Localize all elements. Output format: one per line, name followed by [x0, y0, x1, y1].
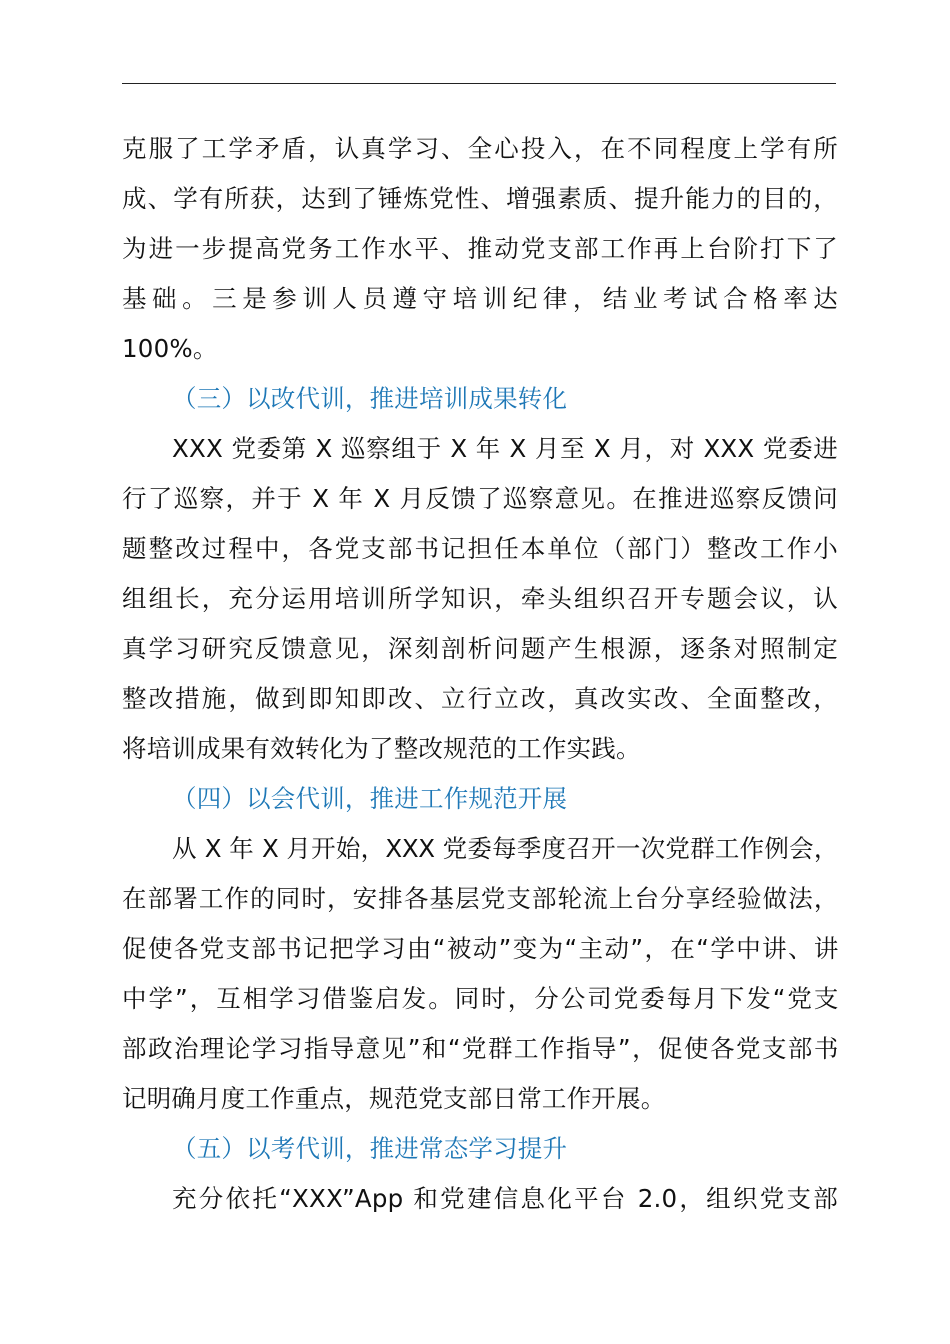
paragraph-line: 在部署工作的同时，安排各基层党支部轮流上台分享经验做法，: [122, 884, 838, 913]
paragraph-line: 组组长，充分运用培训所学知识，牵头组织召开专题会议，认: [122, 584, 838, 613]
paragraph-line: 真学习研究反馈意见，深刻剖析问题产生根源，逐条对照制定: [122, 634, 838, 663]
paragraph-line: 记明确月度工作重点，规范党支部日常工作开展。: [122, 1084, 666, 1113]
paragraph-line: 部政治理论学习指导意见”和“党群工作指导”，促使各党支部书: [122, 1034, 838, 1063]
paragraph-line: 将培训成果有效转化为了整改规范的工作实践。: [122, 734, 641, 763]
paragraph-line: 中学”，互相学习借鉴启发。同时，分公司党委每月下发“党支: [122, 984, 838, 1013]
section-heading-5: （五）以考代训，推进常态学习提升: [172, 1134, 568, 1163]
paragraph-line: 从 X 年 X 月开始，XXX 党委每季度召开一次党群工作例会，: [172, 834, 838, 863]
paragraph-line: 题整改过程中，各党支部书记担任本单位（部门）整改工作小: [122, 534, 838, 563]
paragraph-line: 克服了工学矛盾，认真学习、全心投入，在不同程度上学有所: [122, 134, 838, 163]
paragraph-line: 促使各党支部书记把学习由“被动”变为“主动”，在“学中讲、讲: [122, 934, 838, 963]
paragraph-line: 充分依托“XXX”App 和党建信息化平台 2.0，组织党支部: [172, 1184, 838, 1213]
paragraph-line: 行了巡察，并于 X 年 X 月反馈了巡察意见。在推进巡察反馈问: [122, 484, 838, 513]
paragraph-line: 整改措施，做到即知即改、立行立改，真改实改、全面整改，: [122, 684, 838, 713]
header-rule: [122, 83, 836, 84]
document-body: [122, 124, 838, 1224]
paragraph-line: 成、学有所获，达到了锤炼党性、增强素质、提升能力的目的，: [122, 184, 838, 213]
paragraph-line: 基础。三是参训人员遵守培训纪律，结业考试合格率达: [122, 284, 838, 313]
paragraph-line: 为进一步提高党务工作水平、推动党支部工作再上台阶打下了: [122, 234, 838, 263]
paragraph-line: 100%。: [122, 334, 218, 363]
section-heading-4: （四）以会代训，推进工作规范开展: [172, 784, 568, 813]
section-heading-3: （三）以改代训，推进培训成果转化: [172, 384, 568, 413]
paragraph-line: XXX 党委第 X 巡察组于 X 年 X 月至 X 月，对 XXX 党委进: [172, 434, 838, 463]
